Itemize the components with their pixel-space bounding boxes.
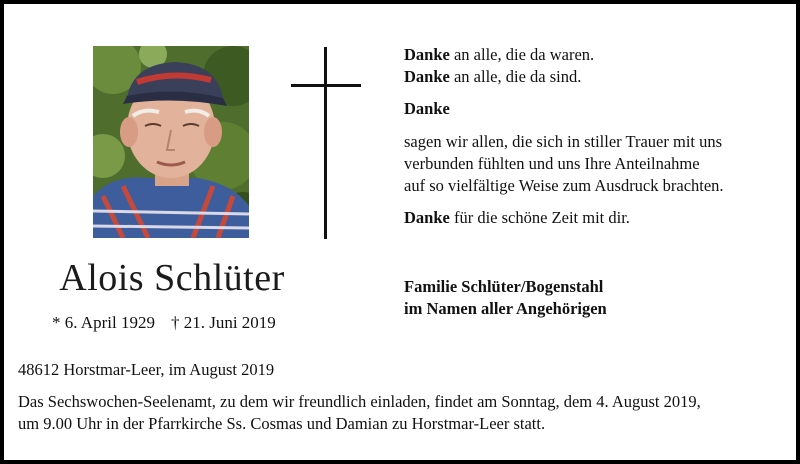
birth-date: * 6. April 1929 (52, 313, 155, 332)
thanks-line-2: Danke an alle, die da sind. (404, 67, 582, 86)
thanks-line-4: Danke für die schöne Zeit mit dir. (404, 208, 630, 227)
portrait-photo (93, 46, 249, 238)
thanks-paragraph-line-3: auf so vielfältige Weise zum Ausdruck brachten. (404, 176, 724, 195)
thanks-heading: Danke (404, 99, 450, 118)
family-signature (404, 276, 794, 320)
invitation-line-2: um 9.00 Uhr in der Pfarrkirche Ss. Cosmas und Damian zu Horstmar-Leer statt. (18, 414, 546, 433)
family-line-1: Familie Schlüter/Bogenstahl (404, 277, 604, 296)
thanks-paragraph-line-1: sagen wir allen, die sich in stiller Trauer mit uns (404, 132, 723, 151)
thanks-paragraph-line-2: verbunden fühlten und uns Ihre Anteilnahme (404, 154, 700, 173)
invitation-line-1: Das Sechswochen-Seelenamt, zu dem wir freundlich einladen, findet am Sonntag, dem 4. August 2019, (18, 392, 701, 411)
thanks-line-1: Danke an alle, die da waren. (404, 45, 595, 64)
place-date: 48612 Horstmar-Leer, im August 2019 (18, 360, 275, 379)
life-dates (52, 313, 352, 333)
invitation-text (18, 391, 798, 435)
family-line-2: im Namen aller Angehörigen (404, 299, 607, 318)
thanks-text (404, 44, 794, 229)
cross-icon (291, 47, 361, 239)
death-date: † 21. Juni 2019 (170, 313, 276, 332)
deceased-name: Alois Schlüter (59, 257, 285, 299)
